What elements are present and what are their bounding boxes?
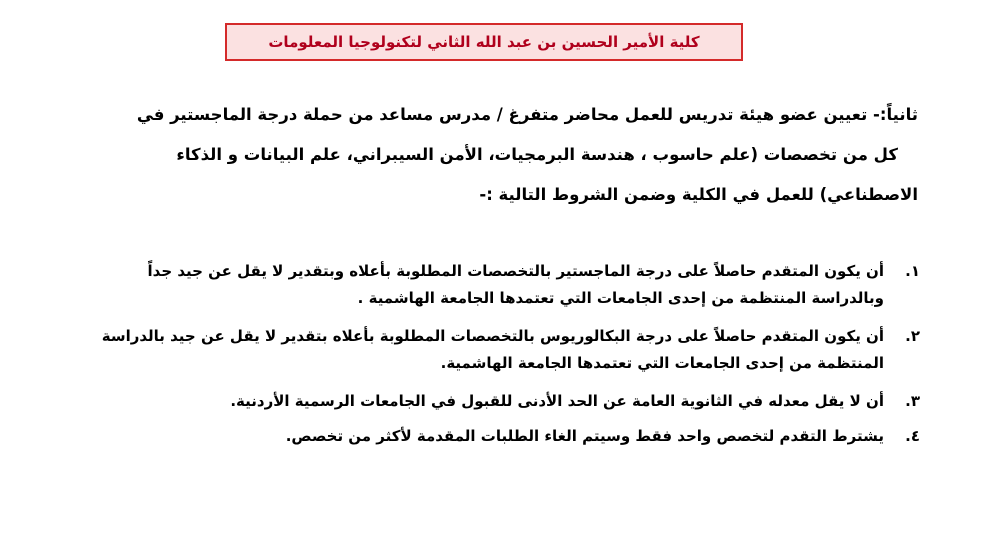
intro-line: كل من تخصصات (علم حاسوب ، هندسة البرمجيات، الأمن السيبراني، علم البيانات و الذكاء (176, 145, 898, 164)
condition-number: ٢. (905, 327, 920, 345)
condition-text (60, 423, 884, 450)
condition-line: أن لا يقل معدله في الثانوية العامة عن الحد الأدنى للقبول في الجامعات الرسمية الأردنية. (230, 392, 884, 410)
intro-line: الاصطناعي) للعمل في الكلية وضمن الشروط التالية :- (479, 185, 918, 204)
conditions-list (60, 258, 920, 458)
condition-item (60, 258, 920, 312)
condition-line: المنتظمة من إحدى الجامعات التي تعتمدها الجامعة الهاشمية. (440, 354, 884, 372)
condition-number: ٣. (905, 392, 920, 410)
college-title: كلية الأمير الحسين بن عبد الله الثاني لتكنولوجيا المعلومات (268, 33, 700, 51)
intro-paragraph (78, 95, 918, 215)
condition-text (60, 258, 884, 312)
condition-text (60, 323, 884, 377)
intro-line: ثانياً:- تعيين عضو هيئة تدريس للعمل محاضر متفرغ / مدرس مساعد من حملة درجة الماجستير في (136, 105, 918, 124)
condition-item (60, 423, 920, 450)
college-title-box (225, 23, 743, 61)
condition-text (60, 388, 884, 415)
condition-line: يشترط التقدم لتخصص واحد فقط وسيتم الغاء الطلبات المقدمة لأكثر من تخصص. (285, 427, 884, 445)
condition-line: أن يكون المتقدم حاصلاً على درجة البكالوريوس بالتخصصات المطلوبة بأعلاه بتقدير لا يقل عن جيد بالدراسة (101, 327, 884, 345)
condition-item (60, 323, 920, 377)
condition-number: ٤. (905, 427, 920, 445)
condition-item (60, 388, 920, 415)
condition-line: وبالدراسة المنتظمة من إحدى الجامعات التي تعتمدها الجامعة الهاشمية . (357, 289, 884, 307)
condition-line: أن يكون المتقدم حاصلاً على درجة الماجستير بالتخصصات المطلوبة بأعلاه وبتقدير لا يقل عن جيد جداً (147, 262, 884, 280)
condition-number: ١. (905, 262, 920, 280)
